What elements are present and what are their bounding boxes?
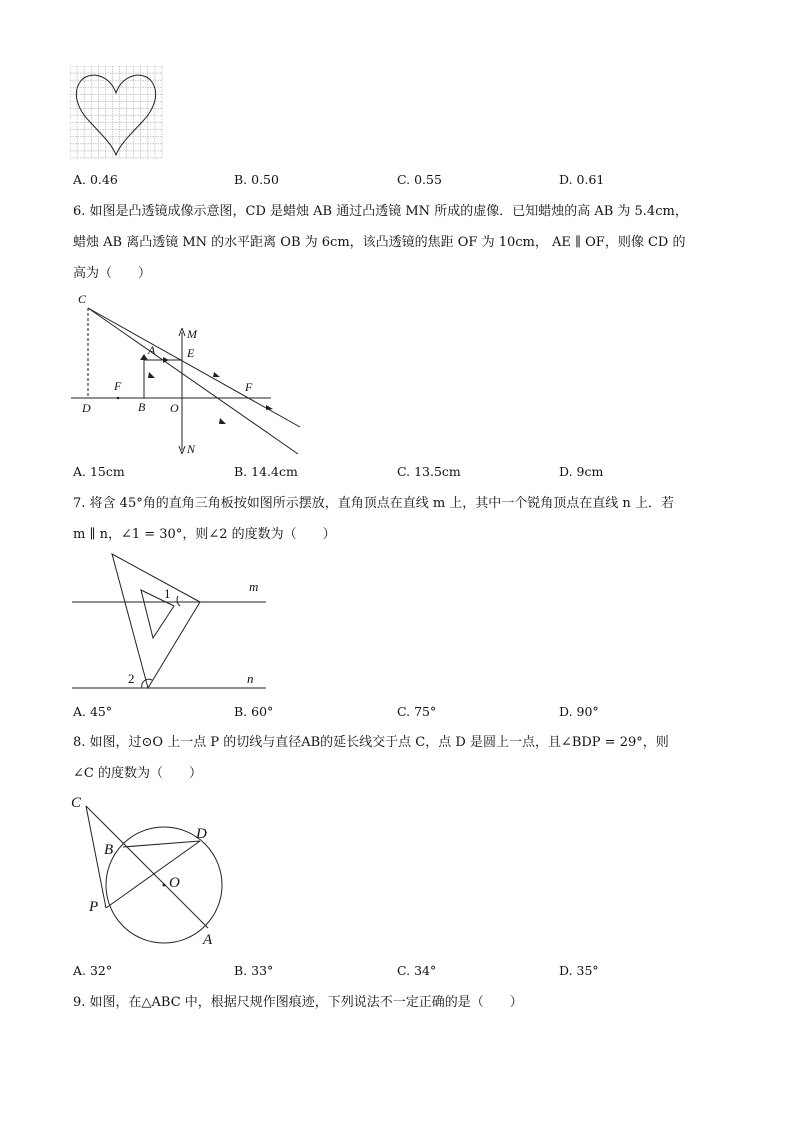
option-d: D. 35° [559, 963, 599, 978]
question-6-line-1: 6. 如图是凸透镜成像示意图，CD 是蜡烛 AB 通过凸透镜 MN 所成的虚像．已知蜡烛的高 AB 为 5.4cm， [73, 204, 688, 219]
option-a: A. 45° [73, 704, 113, 719]
option-d: D. 9cm [559, 464, 604, 479]
label-a: A [148, 343, 156, 357]
option-a: A. 32° [73, 963, 113, 978]
question-6-line-3: 高为（ ） [73, 266, 152, 281]
option-c: C. 0.55 [397, 172, 442, 187]
question-7-line-1: 7. 将含 45°角的直角三角板按如图所示摆放，直角顶点在直线 m 上，其中一个锐角顶点在直线 n 上．若 [73, 496, 674, 511]
question-8-line-2: ∠C 的度数为（ ） [73, 766, 202, 781]
label-d: D [196, 826, 207, 842]
option-a: A. 15cm [73, 464, 125, 479]
label-d: D [82, 401, 91, 415]
question-9-line-1: 9. 如图，在△ABC 中，根据尺规作图痕迹，下列说法不一定正确的是（ ） [73, 995, 523, 1010]
option-c: C. 34° [397, 963, 437, 978]
label-p: P [89, 899, 99, 915]
set-square-figure [66, 550, 276, 692]
label-f-left: F [114, 379, 122, 393]
lens-figure [66, 288, 306, 460]
label-a: A [203, 932, 213, 948]
heart-grid-figure [70, 66, 165, 161]
angle-1-label: 1 [164, 586, 171, 601]
option-b: B. 60° [234, 704, 274, 719]
option-c: C. 13.5cm [397, 464, 461, 479]
label-o: O [170, 401, 179, 415]
label-f-right: F [245, 380, 253, 394]
option-a: A. 0.46 [73, 172, 118, 187]
label-o: O [169, 875, 180, 891]
option-d: D. 90° [559, 704, 599, 719]
question-7-line-2: m ∥ n，∠1 = 30°，则∠2 的度数为（ ） [73, 527, 336, 542]
label-n: N [187, 442, 196, 456]
label-b: B [104, 842, 114, 858]
label-c: C [71, 795, 82, 811]
line-n-label: n [247, 671, 254, 686]
circle-tangent-figure [66, 792, 236, 952]
line-m-label: m [249, 579, 259, 594]
option-b: B. 14.4cm [234, 464, 298, 479]
angle-2-label: 2 [128, 671, 135, 686]
label-b: B [138, 400, 146, 414]
label-m: M [187, 327, 197, 341]
option-b: B. 33° [234, 963, 274, 978]
question-8-line-1: 8. 如图，过⊙O 上一点 P 的切线与直径AB的延长线交于点 C，点 D 是圆上一点，且∠BDP = 29°，则 [73, 735, 669, 750]
option-c: C. 75° [397, 704, 437, 719]
label-c: C [78, 292, 87, 306]
option-b: B. 0.50 [234, 172, 279, 187]
question-6-line-2: 蜡烛 AB 离凸透镜 MN 的水平距离 OB 为 6cm，该凸透镜的焦距 OF 为 10cm， AE ∥ OF，则像 CD 的 [73, 235, 686, 250]
option-d: D. 0.61 [559, 172, 605, 187]
label-e: E [187, 346, 195, 360]
